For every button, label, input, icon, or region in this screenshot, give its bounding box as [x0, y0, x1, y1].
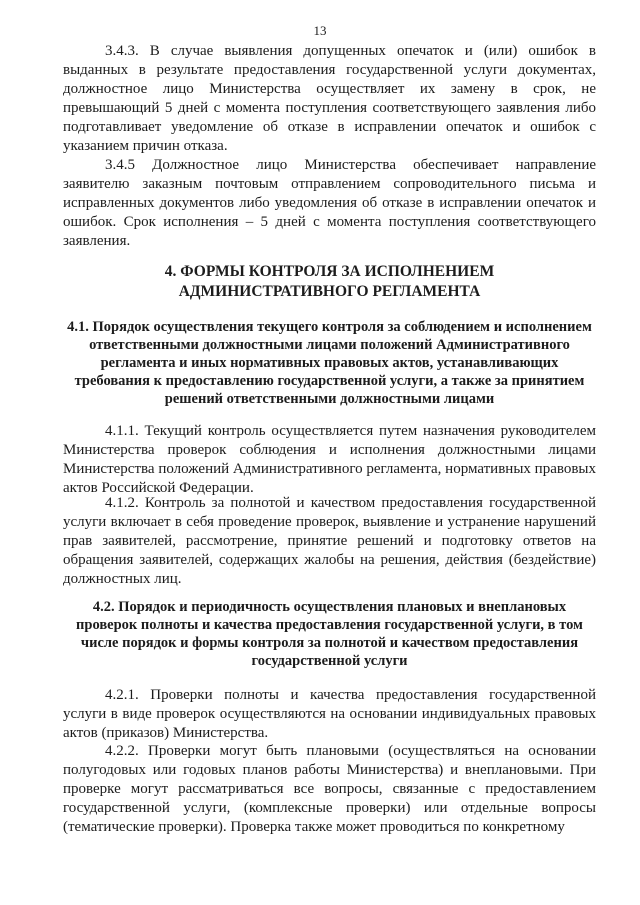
paragraph-3-4-5 [63, 156, 596, 251]
paragraph-3-4-3 [63, 42, 596, 156]
paragraph-text: 4.1.2. Контроль за полнотой и качеством предоставления государственной услуги включает в себя проведение проверок, выявление и устранение нарушений прав заявителей, рассмотрение, принятие решений и подготовку ответов на обращения заявителей, содержащих жалобы на решения, действия (бездействие) должностных лиц. [63, 495, 596, 587]
subsection-title: 4.2. Порядок и периодичность осуществления плановых и внеплановых проверок полноты и качества предоставления государственной услуги, в том числе порядок и формы контроля за полнотой и качеством предоставления государственной услуги [76, 599, 583, 669]
subsection-4-2-heading [63, 598, 596, 670]
page-number: 13 [313, 23, 327, 38]
section-4-title-line-1: 4. ФОРМЫ КОНТРОЛЯ ЗА ИСПОЛНЕНИЕМ [164, 263, 495, 280]
subsection-title: 4.1. Порядок осуществления текущего контроля за соблюдением и исполнением ответственными должностными лицами положений Административного регламента и иных нормативных правовых актов, устанавливающих требования к предоставлению государственной услуги, а также за принятием решений ответственными должностными лицами [67, 319, 592, 407]
paragraph-4-2-1 [63, 686, 596, 743]
paragraph-text: 4.1.1. Текущий контроль осуществляется путем назначения руководителем Министерства проверок соблюдения и исполнения должностными лицами Министерства положений Административного регламента, нормативных правовых актов Российской Федерации. [63, 423, 596, 496]
paragraph-text: 4.2.1. Проверки полноты и качества предоставления государственной услуги в виде проверок осуществляются на основании индивидуальных правовых актов (приказов) Министерства. [63, 687, 596, 741]
section-4-heading [63, 262, 596, 302]
paragraph-text: 4.2.2. Проверки могут быть плановыми (осуществляться на основании полугодовых или годовых планов работы Министерства) и внеплановыми. При проверке могут рассматриваться все вопросы, связанные с предоставлением государственной услуги, (комплексные проверки) или отдельные вопросы (тематические проверки). Проверка также может проводиться по конкретному [63, 743, 596, 835]
section-4-title-line-2: АДМИНИСТРАТИВНОГО РЕГЛАМЕНТА [178, 283, 481, 300]
paragraph-4-1-2 [63, 494, 596, 589]
subsection-4-1-heading [63, 318, 596, 408]
paragraph-text: 3.4.5 Должностное лицо Министерства обеспечивает направление заявителю заказным почтовым отправлением сопроводительного письма и исправленных документов либо уведомления об отказе в исправлении опечаток и ошибок. Срок исполнения – 5 дней с момента поступления соответствующего заявления. [63, 157, 596, 249]
paragraph-4-2-2 [63, 742, 596, 837]
paragraph-4-1-1 [63, 422, 596, 498]
paragraph-text: 3.4.3. В случае выявления допущенных опечаток и (или) ошибок в выданных в результате предоставления государственной услуги документах, должностное лицо Министерства осуществляет их замену в срок, не превышающий 5 дней с момента поступления соответствующего заявления либо подготавливает уведомление об отказе в исправлении опечаток и ошибок с указанием причин отказа. [63, 43, 596, 154]
